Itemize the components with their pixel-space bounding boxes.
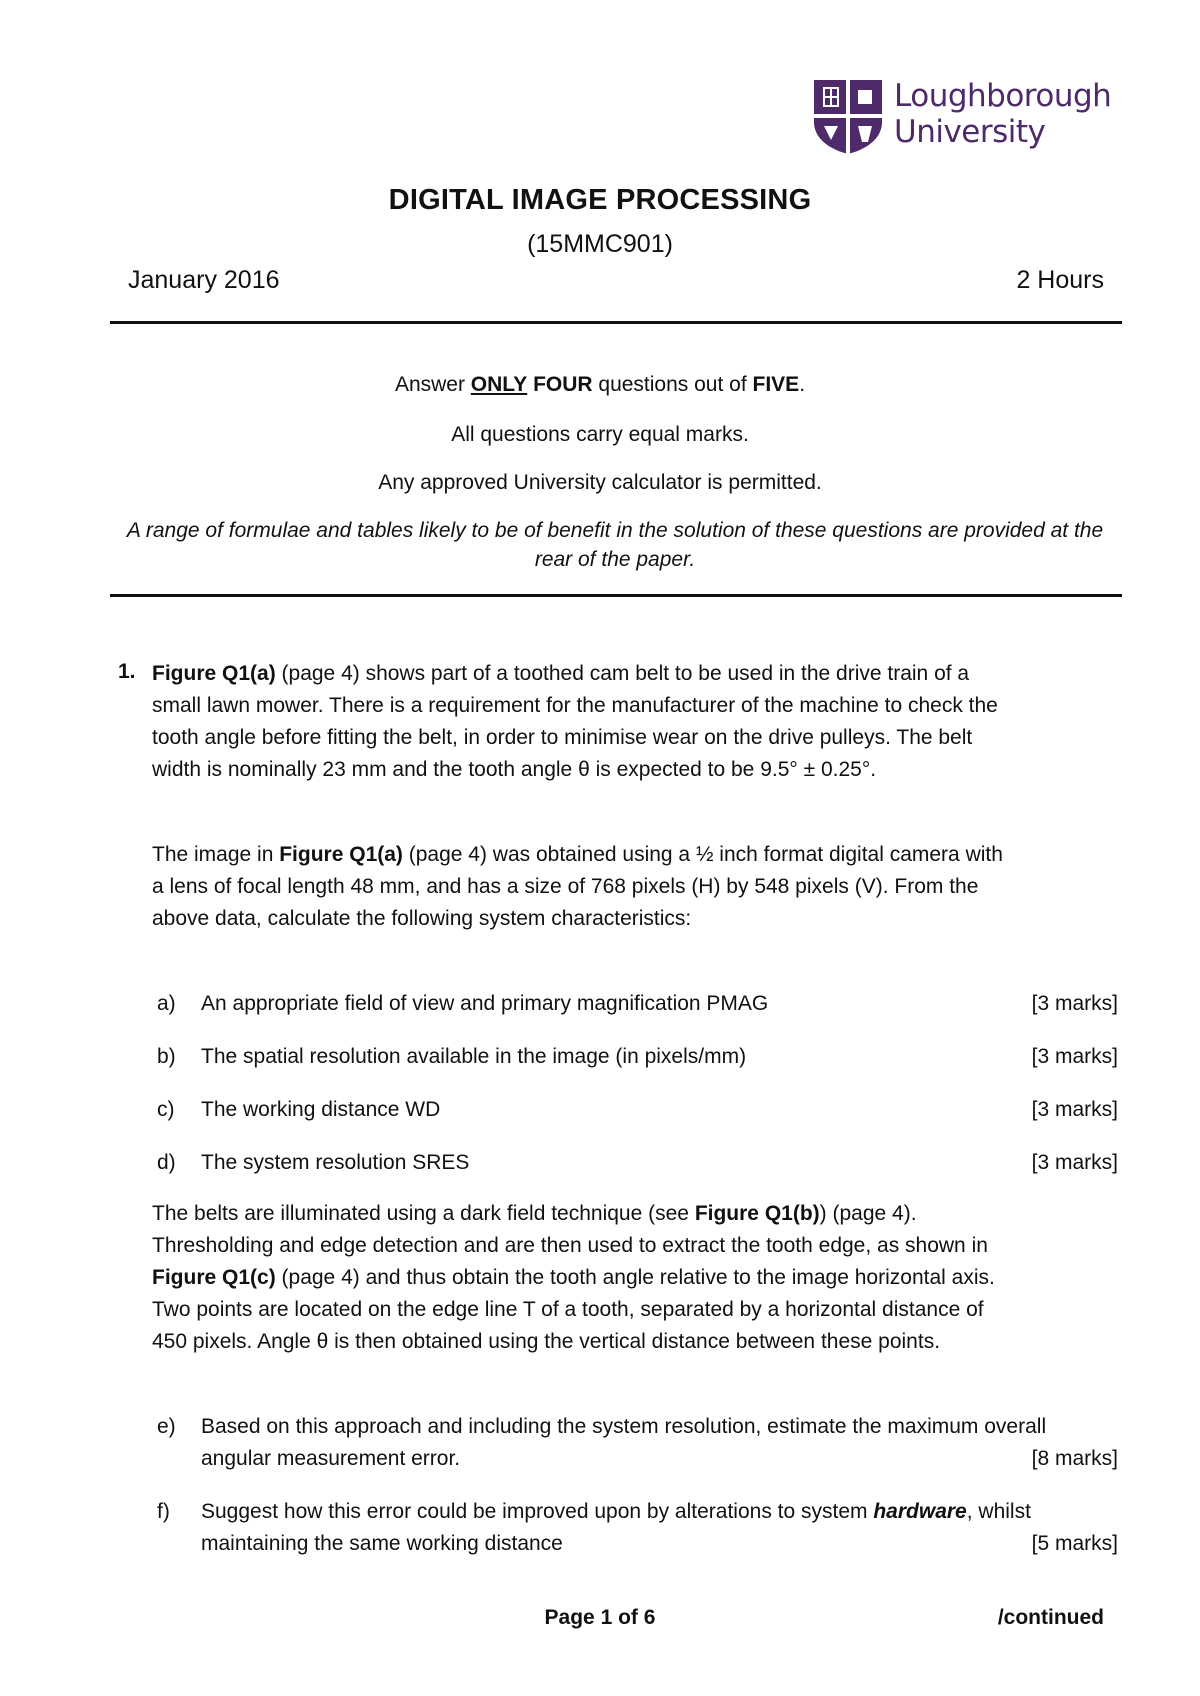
- question-part-f: [152, 1496, 1118, 1560]
- part-text: The working distance WD: [201, 1098, 441, 1121]
- part-label: e): [157, 1415, 176, 1438]
- part-text: An appropriate field of view and primary magnification PMAG: [201, 992, 769, 1015]
- module-code: (15MMC901): [527, 230, 673, 258]
- part-marks: [3 marks]: [1031, 1151, 1118, 1174]
- camera-paragraph-pre: The image in: [152, 843, 280, 866]
- exam-date: January 2016: [128, 266, 280, 294]
- part-marks: [5 marks]: [1031, 1532, 1118, 1555]
- part-f-emphasis: hardware: [873, 1500, 967, 1523]
- part-label: c): [157, 1098, 175, 1121]
- part-label: a): [157, 992, 176, 1015]
- instruction-only: ONLY: [470, 373, 528, 396]
- page-number: Page 1 of 6: [544, 1606, 656, 1629]
- logo-line-2: University: [894, 114, 1046, 150]
- part-f-pre: Suggest how this error could be improved upon by alterations to system: [201, 1500, 874, 1523]
- part-text: Based on this approach and including the system resolution, estimate the maximum overall angular measurement error.: [201, 1415, 1047, 1470]
- part-label: f): [157, 1500, 170, 1523]
- part-label: d): [157, 1151, 176, 1174]
- figure-ref: Figure Q1(b): [694, 1202, 820, 1225]
- illumination-mid: ) (page 4). Thresholding and edge detection and are then used to extract the tooth edge, as shown in: [152, 1202, 988, 1257]
- part-marks: [3 marks]: [1031, 1098, 1118, 1121]
- figure-ref: Figure Q1(a): [152, 662, 276, 685]
- instructions-divider: [110, 594, 1122, 597]
- university-crest-icon: [812, 78, 884, 156]
- camera-paragraph-text: (page 4) was obtained using a ½ inch format digital camera with a lens of focal length 48 mm, and has a size of 768 pixels (H) by 548 pixels (V). From the above data, calculate the following system characteristics:: [152, 843, 1003, 930]
- exam-title: DIGITAL IMAGE PROCESSING: [388, 184, 812, 216]
- part-label: b): [157, 1045, 176, 1068]
- part-marks: [3 marks]: [1031, 1045, 1118, 1068]
- question-1-intro: [152, 658, 1012, 786]
- part-text: The system resolution SRES: [201, 1151, 470, 1174]
- part-text: [201, 1496, 1106, 1560]
- part-marks: [8 marks]: [1031, 1447, 1118, 1470]
- exam-duration: 2 Hours: [1016, 266, 1104, 294]
- question-part-e: [152, 1411, 1118, 1475]
- instruction-equal-marks: All questions carry equal marks.: [451, 423, 749, 446]
- logo-wordmark: [894, 78, 1111, 150]
- continued-marker: /continued: [997, 1606, 1104, 1629]
- part-text: The spatial resolution available in the image (in pixels/mm): [201, 1045, 747, 1068]
- question-1-illumination-paragraph: [152, 1198, 1012, 1358]
- question-number: 1.: [118, 660, 136, 683]
- instruction-four: FOUR: [533, 373, 593, 396]
- instruction-answer-mid: questions out of: [592, 373, 753, 396]
- instruction-calculator: Any approved University calculator is permitted.: [378, 471, 822, 494]
- instruction-answer-end: .: [799, 373, 806, 396]
- instruction-five: FIVE: [752, 373, 800, 396]
- question-1-intro-text: (page 4) shows part of a toothed cam belt to be used in the drive train of a small lawn mower. There is a requirement for the manufacturer of the machine to check the tooth angle before fitting the belt, in order to minimise wear on the drive pulleys. The belt width is nominally 23 mm and the tooth angle θ is expected to be 9.5° ± 0.25°.: [152, 662, 998, 781]
- part-marks: [3 marks]: [1031, 992, 1118, 1015]
- question-1-camera-paragraph: [152, 839, 1012, 935]
- instruction-answer-pre: Answer: [394, 373, 471, 396]
- part-f-post: , whilst maintaining the same working distance: [201, 1500, 1031, 1555]
- header-divider: [110, 321, 1122, 324]
- figure-ref: Figure Q1(c): [152, 1266, 276, 1289]
- illumination-pre: The belts are illuminated using a dark field technique (see: [152, 1202, 695, 1225]
- instruction-formulae-note: A range of formulae and tables likely to be of benefit in the solution of these questions are provided at the rear of the paper.: [126, 519, 1104, 571]
- university-logo: [812, 78, 1111, 156]
- instruction-answer: [0, 373, 1200, 397]
- illumination-post: (page 4) and thus obtain the tooth angle relative to the image horizontal axis. Two points are located on the edge line T of a tooth, separated by a horizontal distance of 450 pixels. Angle θ is then obtained using the vertical distance between these points.: [152, 1266, 995, 1353]
- logo-line-1: Loughborough: [894, 78, 1112, 114]
- figure-ref: Figure Q1(a): [279, 843, 403, 866]
